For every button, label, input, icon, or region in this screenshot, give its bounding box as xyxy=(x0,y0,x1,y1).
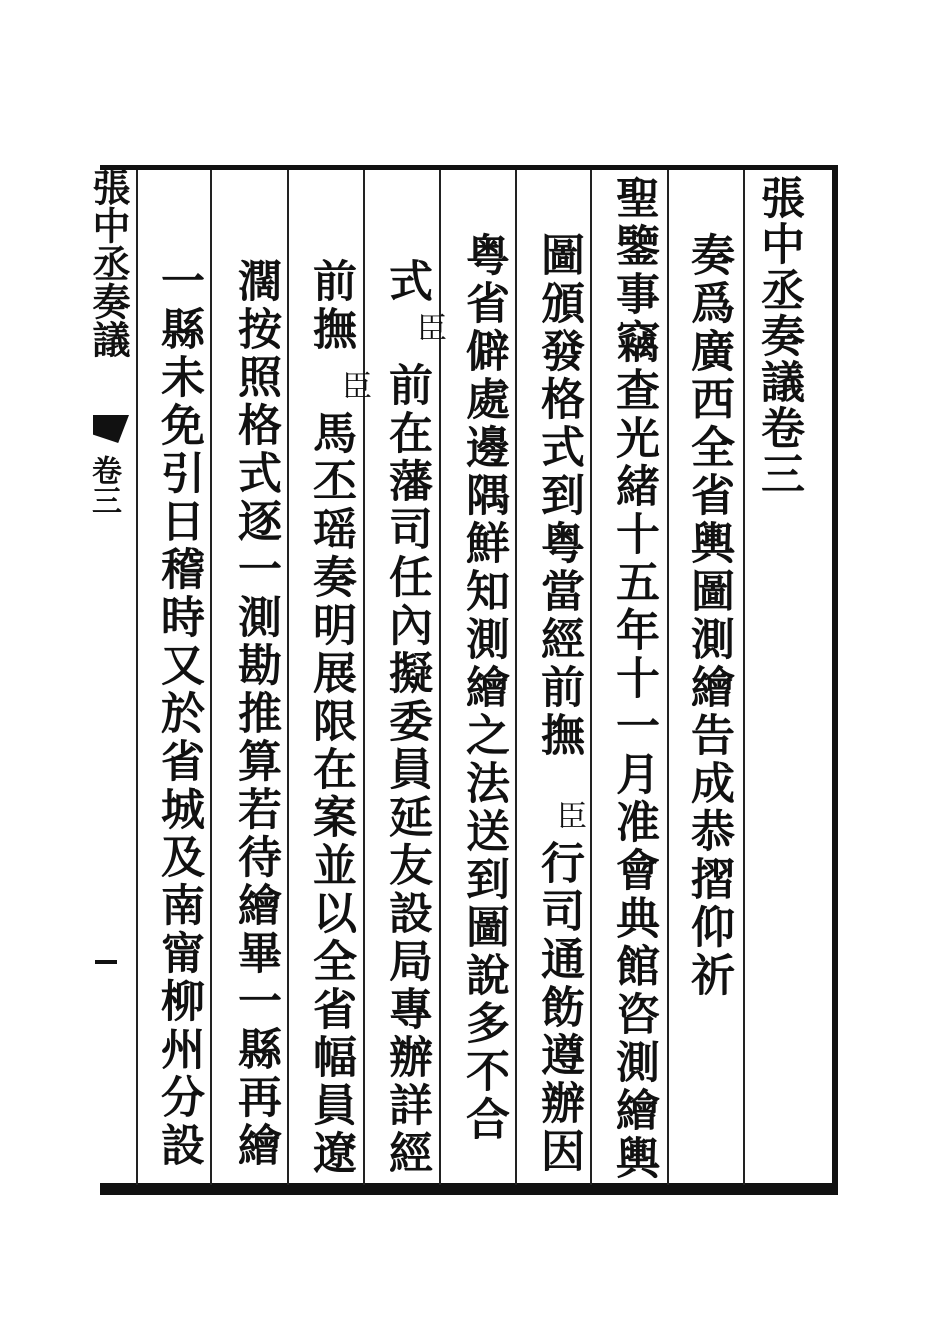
text-column-4: 粤省僻處邊隅鮮知測繪之法送到圖說多不合 xyxy=(458,232,509,1144)
column-rule xyxy=(667,170,669,1185)
column-rule xyxy=(590,170,592,1185)
text-column-1: 奏爲廣西全省輿圖測繪告成恭摺仰祈 xyxy=(683,232,734,1000)
column-rule xyxy=(743,170,745,1185)
spine-title: 張中丞奏議 xyxy=(86,168,131,358)
text-column-6a: 前撫 xyxy=(305,258,356,354)
text-column-5-chen: 臣 xyxy=(411,312,446,346)
text-column-8: 一縣未免引日稽時又於省城及南甯柳州分設 xyxy=(153,258,204,1170)
page-number xyxy=(95,960,117,964)
column-rule xyxy=(136,170,138,1185)
text-column-6-chen: 臣 xyxy=(336,370,371,404)
column-rule xyxy=(287,170,289,1185)
text-column-6c: 馬丕瑶奏明展限在案並以全省幅員遼 xyxy=(305,410,356,1178)
spine-volume: 卷三 xyxy=(86,455,121,515)
text-column-5c: 前在藩司任內擬委員延友設局專辦詳經 xyxy=(381,362,432,1178)
text-column-2: 聖鑒事竊查光緒十五年十一月准會典館咨測繪輿 xyxy=(608,175,659,1183)
text-column-7: 濶按照格式逐一測勘推算若待繪畢一縣再繪 xyxy=(230,258,281,1170)
volume-title: 張中丞奏議卷三 xyxy=(753,175,804,497)
text-column-3a: 圖頒發格式到粤當經前撫 xyxy=(533,232,584,760)
column-rule xyxy=(210,170,212,1185)
text-column-5a: 式 xyxy=(381,258,432,306)
column-rule xyxy=(515,170,517,1185)
text-column-3-chen: 臣 xyxy=(551,800,586,834)
text-column-3c: 行司通飭遵辦因 xyxy=(533,840,584,1176)
column-rule xyxy=(363,170,365,1185)
